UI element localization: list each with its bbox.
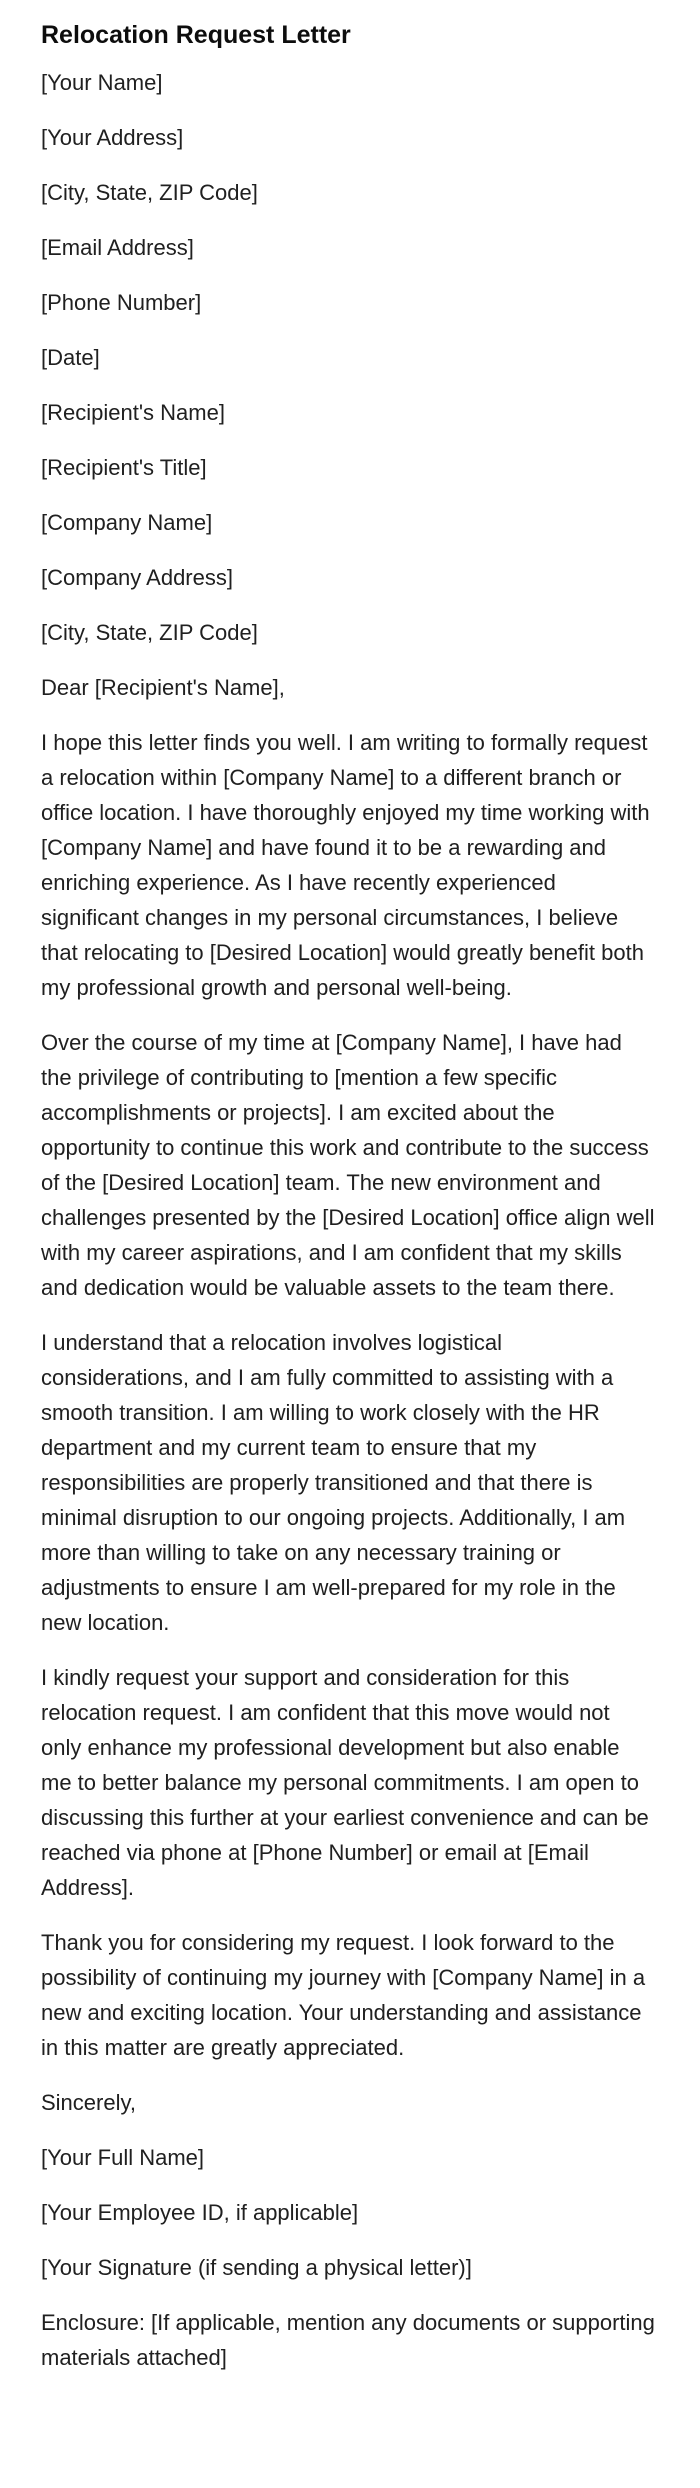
- page-title: Relocation Request Letter: [41, 21, 351, 49]
- closing-sincerely-line: Sincerely,: [41, 2090, 136, 2115]
- signature-physical-letter-line: [Your Signature (if sending a physical letter)]: [41, 2255, 472, 2280]
- company-city-state-zip-line: [City, State, ZIP Code]: [41, 620, 258, 645]
- contact-your-city-state-zip: [City, State, ZIP Code]: [41, 180, 258, 205]
- letter-document: [0, 19, 700, 2488]
- company-name-line: [Company Name]: [41, 510, 213, 535]
- company-address-line: [Company Address]: [41, 565, 233, 590]
- recipient-title-line: [Recipient's Title]: [41, 455, 207, 480]
- body-paragraph-3: I understand that a relocation involves logistical considerations, and I am fully committed to assisting with a smooth transition. I am willing to work closely with the HR department and my current team to ensure that my responsibilities are properly transitioned and that there is minimal disruption to our ongoing projects. Additionally, I am more than willing to take on any necessary training or adjustments to ensure I am well-prepared for my role in the new location.: [41, 1330, 626, 1635]
- signature-employee-id-line: [Your Employee ID, if applicable]: [41, 2200, 359, 2225]
- contact-phone-number: [Phone Number]: [41, 290, 202, 315]
- contact-your-address: [Your Address]: [41, 125, 184, 150]
- recipient-name-line: [Recipient's Name]: [41, 400, 225, 425]
- contact-email-address: [Email Address]: [41, 235, 194, 260]
- signature-full-name-line: [Your Full Name]: [41, 2145, 205, 2170]
- salutation-line: Dear [Recipient's Name],: [41, 675, 285, 700]
- body-paragraph-5: Thank you for considering my request. I look forward to the possibility of continuing my journey with [Company Name] in a new and exciting location. Your understanding and assistance in this matter are greatly appreciated.: [41, 1930, 646, 2060]
- body-paragraph-1: I hope this letter finds you well. I am writing to formally request a relocation within [Company Name] to a different branch or office location. I have thoroughly enjoyed my time working with [Company Name] and have found it to be a rewarding and enriching experience. As I have recently experienced significant changes in my personal circumstances, I believe that relocating to [Desired Location] would greatly benefit both my professional growth and personal well-being.: [41, 730, 650, 1000]
- contact-your-name: [Your Name]: [41, 70, 163, 95]
- body-paragraph-4: I kindly request your support and consideration for this relocation request. I am confident that this move would not only enhance my professional development but also enable me to better balance my personal commitments. I am open to discussing this further at your earliest convenience and can be reached via phone at [Phone Number] or email at [Email Address].: [41, 1665, 649, 1900]
- body-paragraph-2: Over the course of my time at [Company Name], I have had the privilege of contributing to [mention a few specific accomplishments or projects]. I am excited about the opportunity to continue this work and contribute to the success of the [Desired Location] team. The new environment and challenges presented by the [Desired Location] office align well with my career aspirations, and I am confident that my skills and dedication would be valuable assets to the team there.: [41, 1030, 655, 1300]
- enclosure-note: Enclosure: [If applicable, mention any documents or supporting materials attached]: [41, 2310, 655, 2370]
- date-line: [Date]: [41, 345, 100, 370]
